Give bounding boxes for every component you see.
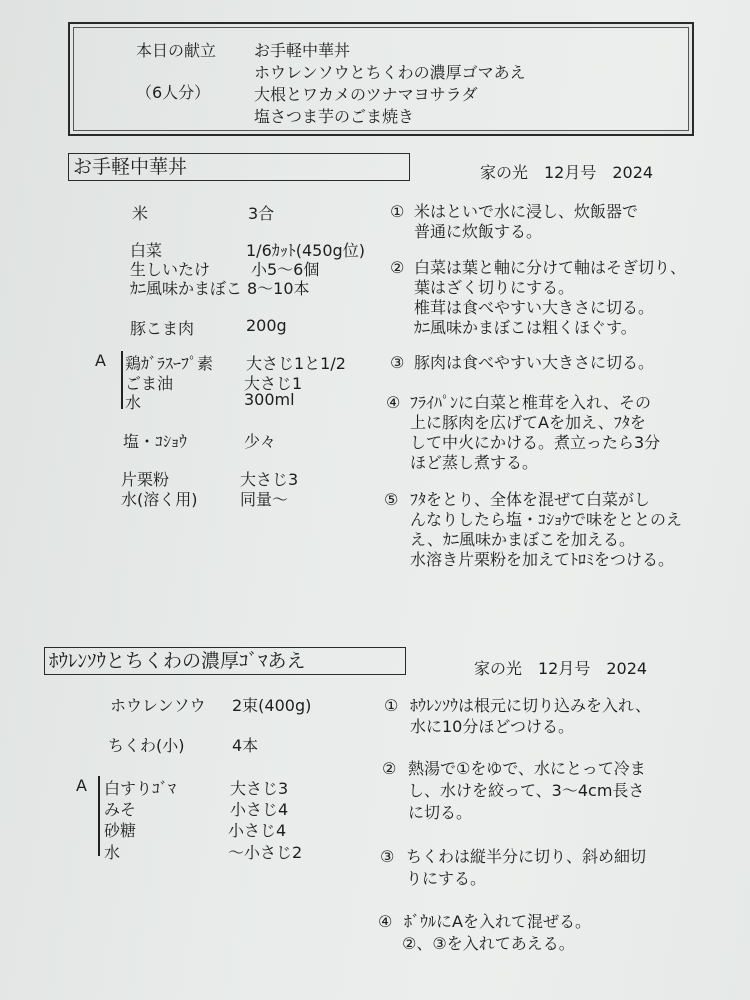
step-line: ｶﾆ風味かまぼこは粗くほぐす。 — [414, 318, 637, 337]
ingredient-name: 片栗粉 — [121, 470, 170, 489]
group-label: A — [95, 351, 106, 370]
ingredient-name: 水(溶く用) — [121, 490, 198, 509]
ingredient-qty: 4本 — [232, 736, 259, 755]
ingredient-qty: 大さじ1と1/2 — [246, 354, 346, 373]
ingredient-qty: 8～10本 — [247, 279, 310, 298]
step-line: ②、③を入れてあえる。 — [402, 934, 575, 953]
ingredient-name: 豚こま肉 — [130, 319, 195, 338]
step-line: 米はといで水に浸し、炊飯器で — [414, 202, 639, 221]
ingredient-name: ホウレンソウ — [110, 696, 206, 715]
ingredient-qty: 小さじ4 — [228, 821, 287, 840]
recipe-source: 家の光 12月号 2024 — [474, 659, 648, 678]
ingredient-name: 塩・ｺｼｮｳ — [123, 432, 188, 451]
recipe-title: ﾎｳﾚﾝｿｳとちくわの濃厚ｺﾞﾏあえ — [49, 650, 306, 672]
ingredient-qty: 200g — [246, 316, 287, 335]
group-bracket — [121, 351, 123, 409]
ingredient-qty: 大さじ3 — [240, 470, 299, 489]
step-line: 白菜は葉と軸に分けて軸はそぎ切り、 — [414, 258, 687, 277]
step-line: 上に豚肉を広げてAを加え、ﾌﾀを — [410, 413, 646, 432]
step-number: ② — [390, 258, 405, 277]
step-number: ④ — [378, 912, 393, 931]
step-line: 椎茸は食べやすい大きさに切る。 — [414, 298, 655, 317]
step-number: ③ — [390, 353, 405, 372]
ingredient-name: ごま油 — [125, 374, 174, 393]
step-number: ② — [382, 759, 397, 778]
ingredient-qty: 1/6ｶｯﾄ(450g位) — [246, 241, 365, 260]
ingredient-name: 白菜 — [130, 241, 163, 260]
ingredient-name: 水 — [125, 393, 142, 412]
ingredient-name: 鶏ｶﾞﾗｽｰﾌﾟ素 — [125, 354, 214, 373]
recipe-title: お手軽中華丼 — [73, 156, 188, 178]
step-number: ⑤ — [384, 490, 399, 509]
recipe-title-box — [68, 153, 410, 181]
recipe-source: 家の光 12月号 2024 — [480, 163, 654, 182]
step-number: ③ — [380, 847, 395, 866]
step-line: ﾎｳﾚﾝｿｳは根元に切り込みを入れ、 — [410, 696, 651, 715]
menu-dish: お手軽中華丼 — [254, 41, 351, 60]
step-line: して中火にかける。煮立ったら3分 — [410, 433, 661, 452]
ingredient-qty: 小さじ4 — [230, 800, 289, 819]
group-bracket — [98, 776, 100, 856]
ingredient-qty: 大さじ3 — [230, 779, 289, 798]
ingredient-qty: 小5～6個 — [251, 260, 320, 279]
group-label: A — [76, 776, 87, 795]
menu-dish: 大根とワカメのツナマヨサラダ — [254, 85, 478, 104]
step-line: ﾎﾞｳﾙにAを入れて混ぜる。 — [404, 912, 591, 931]
ingredient-qty: 3合 — [248, 204, 275, 223]
ingredient-qty: 大さじ1 — [244, 374, 303, 393]
step-line: 豚肉は食べやすい大きさに切る。 — [414, 353, 655, 372]
ingredient-qty: 2束(400g) — [232, 696, 312, 715]
step-line: ちくわは縦半分に切り、斜め細切 — [406, 847, 647, 866]
ingredient-name: 白すりｺﾞﾏ — [104, 779, 177, 798]
step-line: んなりしたら塩・ｺｼｮｳで味をととのえ — [410, 510, 683, 529]
ingredient-name: ちくわ(小) — [108, 736, 185, 755]
ingredient-qty: 少々 — [244, 432, 277, 451]
step-number: ① — [384, 696, 399, 715]
step-number: ① — [390, 202, 405, 221]
step-number: ④ — [386, 393, 401, 412]
ingredient-name: 砂糖 — [104, 821, 137, 840]
ingredient-name: 米 — [132, 204, 149, 223]
menu-dish: ホウレンソウとちくわの濃厚ゴマあえ — [254, 63, 526, 82]
ingredient-name: 生しいたけ — [130, 260, 211, 279]
menu-label: 本日の献立 — [136, 41, 217, 60]
step-line: りにする。 — [406, 869, 487, 888]
step-line: 水に10分ほどつける。 — [410, 717, 575, 736]
step-line: ﾌﾗｲﾊﾟﾝに白菜と椎茸を入れ、その — [410, 393, 651, 412]
ingredient-qty: 300ml — [244, 390, 295, 409]
step-line: ﾌﾀをとり、全体を混ぜて白菜がし — [410, 490, 651, 509]
step-line: ほど蒸し煮する。 — [410, 453, 539, 472]
ingredient-qty: 同量～ — [240, 490, 289, 509]
menu-dish: 塩さつま芋のごま焼き — [254, 107, 415, 126]
step-line: し、水けを絞って、3～4cm長さ — [408, 781, 645, 800]
menu-box — [68, 22, 694, 136]
step-line: 普通に炊飯する。 — [414, 222, 543, 241]
menu-servings: （6人分） — [136, 83, 211, 102]
ingredient-name: みそ — [104, 800, 137, 819]
step-line: 熱湯で①をゆで、水にとって冷ま — [408, 759, 646, 778]
ingredient-name: ｶﾆ風味かまぼこ — [130, 279, 243, 298]
step-line: 葉はざく切りにする。 — [414, 278, 575, 297]
step-line: 水溶き片栗粉を加えてﾄﾛﾐをつける。 — [410, 550, 675, 569]
step-line: に切る。 — [408, 803, 473, 822]
step-line: え、ｶﾆ風味かまぼこを加える。 — [410, 530, 635, 549]
ingredient-qty: ～小さじ2 — [228, 843, 303, 862]
ingredient-name: 水 — [104, 843, 121, 862]
recipe-title-box — [44, 647, 406, 675]
